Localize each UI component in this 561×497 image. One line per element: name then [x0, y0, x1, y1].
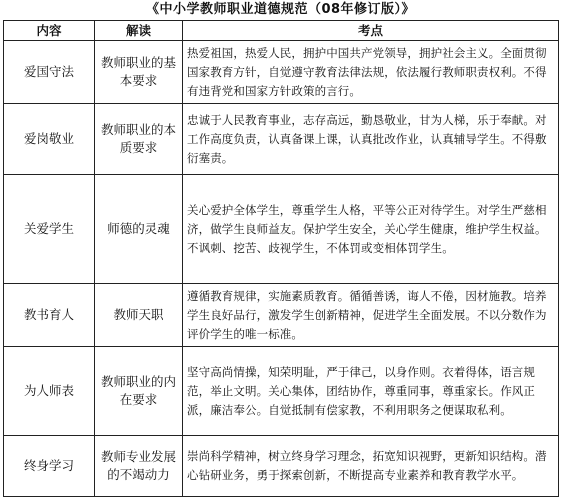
row-content: 关爱学生 [4, 175, 95, 284]
table-row [4, 284, 559, 347]
row-content: 爱国守法 [4, 41, 95, 104]
header-content: 内容 [4, 21, 95, 41]
row-interpretation: 教师专业发展的不竭动力 [95, 436, 183, 497]
row-points: 崇尚科学精神，树立终身学习理念，拓宽知识视野，更新知识结构。潜心钻研业务，勇于探索创新，不断提高专业素养和教育教学水平。 [183, 436, 559, 497]
row-interpretation: 教师职业的基本要求 [95, 41, 183, 104]
row-content: 终身学习 [4, 436, 95, 497]
table-row [4, 347, 559, 436]
row-interpretation: 教师天职 [95, 284, 183, 347]
table-row [4, 41, 559, 104]
row-interpretation: 师德的灵魂 [95, 175, 183, 284]
row-content: 为人师表 [4, 347, 95, 436]
row-points: 热爱祖国，热爱人民，拥护中国共产党领导，拥护社会主义。全面贯彻国家教育方针，自觉遵守教育法律法规，依法履行教师职责权利。不得有违背党和国家方针政策的言行。 [183, 41, 559, 104]
row-content: 爱岗敬业 [4, 104, 95, 175]
row-interpretation: 教师职业的本质要求 [95, 104, 183, 175]
table-row [4, 104, 559, 175]
row-points: 关心爱护全体学生，尊重学生人格，平等公正对待学生。对学生严慈相济，做学生良师益友。保护学生安全，关心学生健康，维护学生权益。不讽刺、挖苦、歧视学生，不体罚或变相体罚学生。 [183, 175, 559, 284]
row-interpretation: 教师职业的内在要求 [95, 347, 183, 436]
table-row [4, 436, 559, 497]
row-points: 坚守高尚情操，知荣明耻，严于律己，以身作则。衣着得体，语言规范，举止文明。关心集体，团结协作，尊重同事，尊重家长。作风正派，廉洁奉公。自觉抵制有偿家教，不利用职务之便谋取私利。 [183, 347, 559, 436]
row-points: 忠诚于人民教育事业，志存高远，勤恳敬业，甘为人梯，乐于奉献。对工作高度负责，认真备课上课，认真批改作业，认真辅导学生。不得敷衍塞责。 [183, 104, 559, 175]
ethics-table [3, 20, 559, 497]
row-content: 教书育人 [4, 284, 95, 347]
table-row [4, 175, 559, 284]
header-interpretation: 解读 [95, 21, 183, 41]
table-header-row [4, 21, 559, 41]
row-points: 遵循教育规律，实施素质教育。循循善诱，诲人不倦，因材施教。培养学生良好品行，激发学生创新精神，促进学生全面发展。不以分数作为评价学生的唯一标准。 [183, 284, 559, 347]
page-title: 《中小学教师职业道德规范（08年修订版）》 [145, 2, 416, 17]
header-points: 考点 [183, 21, 559, 41]
